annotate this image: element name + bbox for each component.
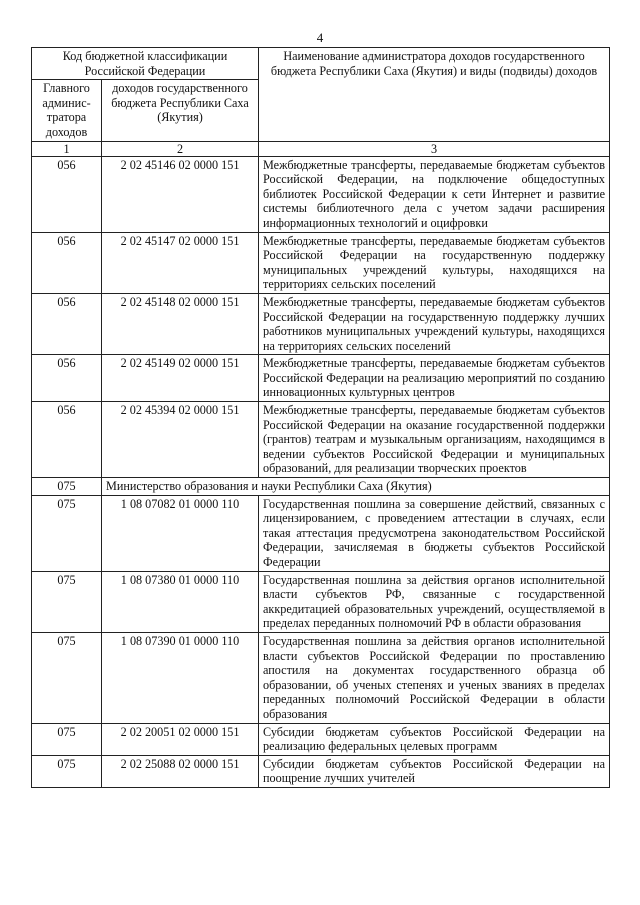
table-row xyxy=(32,293,610,354)
income-code-cell: 2 02 45147 02 0000 151 xyxy=(102,232,259,293)
table-row xyxy=(32,571,610,632)
income-name-cell: Государственная пошлина за действия органов исполнительной власти субъектов РФ, связанные с государственной аккредитацией образовательных учреждений, осуществляемой в пределах переданных полномочий РФ в области образования xyxy=(259,571,610,632)
table-row xyxy=(32,632,610,723)
table-row xyxy=(32,355,610,402)
admin-code-cell: 056 xyxy=(32,402,102,478)
admin-code-cell: 056 xyxy=(32,355,102,402)
income-name-cell: Межбюджетные трансферты, передаваемые бюджетам субъектов Российской Федерации на оказание государственной поддержки (грантов) театрам и музыкальным организациям, находящимся в ведении субъектов Российской Федерации и муниципальных образований, для реализации творческих проектов xyxy=(259,402,610,478)
income-name-cell: Государственная пошлина за совершение действий, связанных с лицензированием, с проведением аттестации в случаях, если такая аттестация предусмотрена законодательством Российской Федерации, зачисляемая в бюджеты субъектов Российской Федерации xyxy=(259,495,610,571)
column-index-row xyxy=(32,141,610,156)
table-row xyxy=(32,156,610,232)
admin-code-cell: 075 xyxy=(32,495,102,571)
header-group-title: Код бюджетной классификации Российской Федерации xyxy=(32,48,259,80)
income-name-cell: Субсидии бюджетам субъектов Российской Федерации на поощрение лучших учителей xyxy=(259,755,610,787)
header-row xyxy=(32,48,610,80)
column-index-2: 2 xyxy=(102,141,259,156)
admin-code-cell: 056 xyxy=(32,293,102,354)
section-admin-code: 075 xyxy=(32,478,102,496)
admin-code-cell: 056 xyxy=(32,156,102,232)
income-name-cell: Межбюджетные трансферты, передаваемые бюджетам субъектов Российской Федерации на реализацию мероприятий по созданию инновационных культурных центров xyxy=(259,355,610,402)
table-row xyxy=(32,723,610,755)
table-row xyxy=(32,402,610,478)
admin-code-cell: 056 xyxy=(32,232,102,293)
admin-code-cell: 075 xyxy=(32,632,102,723)
section-header-row xyxy=(32,478,610,496)
header-col1: Главного админис-тратора доходов xyxy=(32,80,102,141)
income-name-cell: Государственная пошлина за действия органов исполнительной власти субъектов Российской Федерации по проставлению апостиля на документах государственного образца об образовании, об ученых степенях и ученых званиях в пределах переданных полномочий Российской Федерации в области образования xyxy=(259,632,610,723)
income-name-cell: Межбюджетные трансферты, передаваемые бюджетам субъектов Российской Федерации на государственную поддержку муниципальных учреждений культуры, находящихся на территориях сельских поселений xyxy=(259,232,610,293)
income-name-cell: Межбюджетные трансферты, передаваемые бюджетам субъектов Российской Федерации, на подключение общедоступных библиотек Российской Федерации к сети Интернет и развитие системы библиотечного дела с учетом задачи расширения информационных технологий и оцифровки xyxy=(259,156,610,232)
income-code-cell: 2 02 45146 02 0000 151 xyxy=(102,156,259,232)
admin-code-cell: 075 xyxy=(32,755,102,787)
header-col3: Наименование администратора доходов государственного бюджета Республики Саха (Якутия) и виды (подвиды) доходов xyxy=(259,48,610,142)
column-index-3: 3 xyxy=(259,141,610,156)
table-row xyxy=(32,232,610,293)
income-code-cell: 2 02 20051 02 0000 151 xyxy=(102,723,259,755)
header-col2: доходов государственного бюджета Республики Саха (Якутия) xyxy=(102,80,259,141)
table-row xyxy=(32,755,610,787)
income-code-cell: 1 08 07390 01 0000 110 xyxy=(102,632,259,723)
page-number: 4 xyxy=(316,30,324,45)
income-code-cell: 1 08 07380 01 0000 110 xyxy=(102,571,259,632)
income-code-cell: 1 08 07082 01 0000 110 xyxy=(102,495,259,571)
column-index-1: 1 xyxy=(32,141,102,156)
section-title: Министерство образования и науки Республики Саха (Якутия) xyxy=(102,478,610,496)
table-row xyxy=(32,495,610,571)
income-code-cell: 2 02 45394 02 0000 151 xyxy=(102,402,259,478)
income-name-cell: Межбюджетные трансферты, передаваемые бюджетам субъектов Российской Федерации на государственную поддержку лучших работников муниципальных учреждений культуры, находящихся на территориях сельских поселений xyxy=(259,293,610,354)
income-name-cell: Субсидии бюджетам субъектов Российской Федерации на реализацию федеральных целевых программ xyxy=(259,723,610,755)
income-code-cell: 2 02 25088 02 0000 151 xyxy=(102,755,259,787)
admin-code-cell: 075 xyxy=(32,723,102,755)
income-code-cell: 2 02 45148 02 0000 151 xyxy=(102,293,259,354)
budget-classification-table xyxy=(31,47,610,788)
admin-code-cell: 075 xyxy=(32,571,102,632)
income-code-cell: 2 02 45149 02 0000 151 xyxy=(102,355,259,402)
